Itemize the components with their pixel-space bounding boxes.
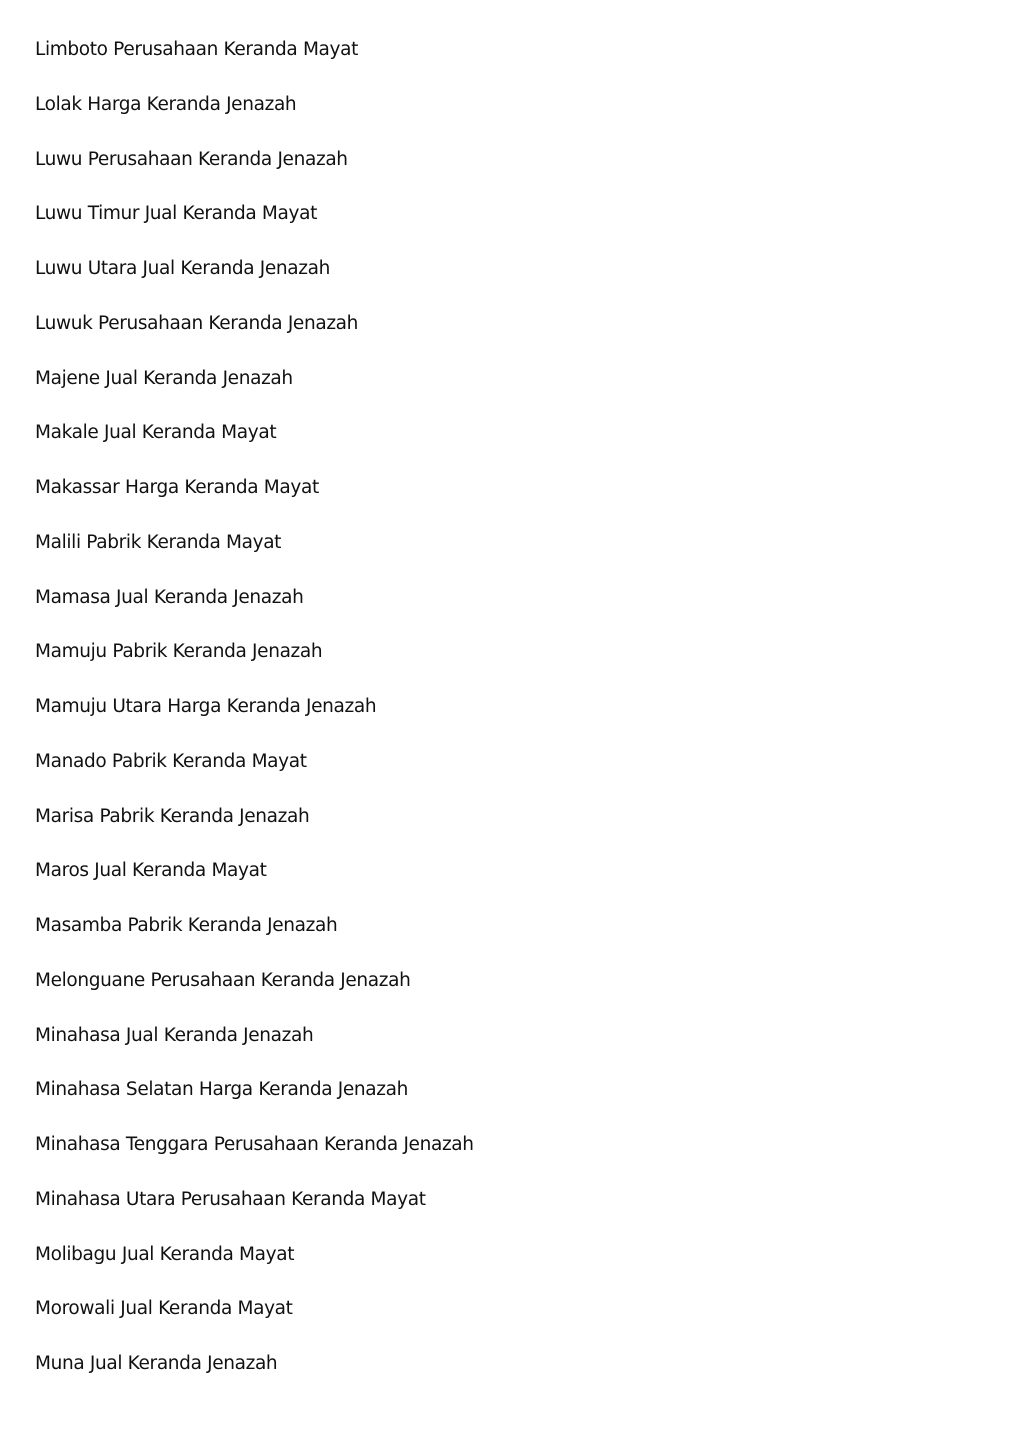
text-line: Melonguane Perusahaan Keranda Jenazah [35, 969, 411, 991]
text-line: Makale Jual Keranda Mayat [35, 422, 277, 444]
text-line: Luwu Perusahaan Keranda Jenazah [35, 148, 348, 170]
text-line: Manado Pabrik Keranda Mayat [35, 750, 307, 772]
text-line: Limboto Perusahaan Keranda Mayat [35, 39, 359, 60]
text-line: Majene Jual Keranda Jenazah [35, 367, 293, 389]
text-line: Minahasa Tenggara Perusahaan Keranda Jenazah [35, 1134, 474, 1155]
text-line: Morowali Jual Keranda Mayat [35, 1298, 293, 1320]
text-line: Mamuju Pabrik Keranda Jenazah [35, 641, 323, 663]
text-line: Luwuk Perusahaan Keranda Jenazah [35, 312, 359, 334]
text-line: Lolak Harga Keranda Jenazah [35, 93, 297, 115]
text-line: Minahasa Jual Keranda Jenazah [35, 1024, 314, 1046]
text-line: Molibagu Jual Keranda Mayat [35, 1243, 295, 1265]
text-line: Maros Jual Keranda Mayat [35, 860, 267, 882]
text-line: Malili Pabrik Keranda Mayat [35, 531, 282, 553]
text-line: Minahasa Utara Perusahaan Keranda Mayat [35, 1188, 426, 1210]
text-line: Luwu Utara Jual Keranda Jenazah [35, 258, 330, 279]
text-line: Mamuju Utara Harga Keranda Jenazah [35, 696, 377, 717]
text-line: Marisa Pabrik Keranda Jenazah [35, 805, 310, 827]
text-line: Luwu Timur Jual Keranda Mayat [35, 203, 317, 225]
text-line: Muna Jual Keranda Jenazah [35, 1353, 278, 1374]
document-text-list [35, 38, 474, 1407]
text-line: Masamba Pabrik Keranda Jenazah [35, 915, 338, 936]
text-line: Minahasa Selatan Harga Keranda Jenazah [35, 1079, 408, 1101]
text-line: Makassar Harga Keranda Mayat [35, 477, 319, 498]
text-line: Mamasa Jual Keranda Jenazah [35, 586, 304, 608]
